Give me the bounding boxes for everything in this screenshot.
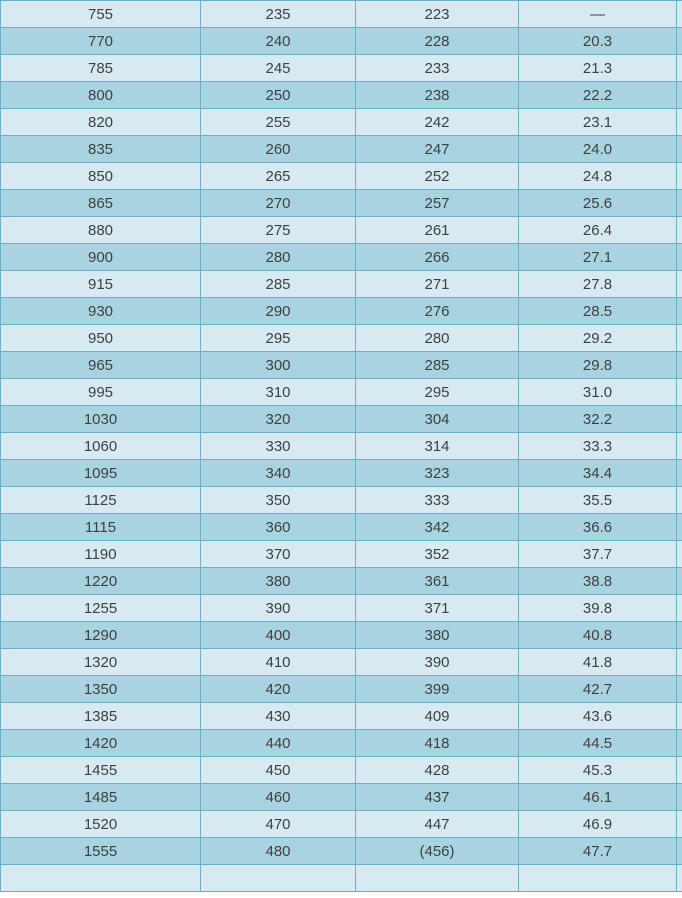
table-cell: 370 [201,541,356,568]
table-cell: 20.3 [519,28,677,55]
table-cell: 1485 [1,784,201,811]
clipped-column-cell [677,352,682,379]
table-cell: 430 [201,703,356,730]
table-cell: 437 [356,784,519,811]
table-cell: 42.7 [519,676,677,703]
table-cell: 275 [201,217,356,244]
table-cell: 26.4 [519,217,677,244]
table-cell: 261 [356,217,519,244]
table-cell: 23.1 [519,109,677,136]
clipped-column-cell [677,298,682,325]
table-cell: 28.5 [519,298,677,325]
clipped-column-cell [677,838,682,865]
table-cell: 390 [201,595,356,622]
table-cell: 265 [201,163,356,190]
table-cell: 38.8 [519,568,677,595]
table-cell: 1385 [1,703,201,730]
table-row [1,82,682,109]
table-row [1,271,682,298]
table-cell: 25.6 [519,190,677,217]
table-cell: 29.8 [519,352,677,379]
clipped-column-cell [677,487,682,514]
clipped-column-cell [677,379,682,406]
table-cell: 44.5 [519,730,677,757]
table-cell: 285 [201,271,356,298]
table-cell: 447 [356,811,519,838]
table-row [1,784,682,811]
table-cell: 420 [201,676,356,703]
table-row [1,433,682,460]
table-cell: 240 [201,28,356,55]
table-cell: 252 [356,163,519,190]
table-cell: 223 [356,1,519,28]
table-cell: 409 [356,703,519,730]
clipped-column-cell [677,271,682,298]
table-cell: 1060 [1,433,201,460]
table-cell: 320 [201,406,356,433]
table-cell: 304 [356,406,519,433]
table-cell: 233 [356,55,519,82]
table-row [1,649,682,676]
table-cell: 850 [1,163,201,190]
table-cell: 24.0 [519,136,677,163]
table-cell: 1520 [1,811,201,838]
table-cell: 360 [201,514,356,541]
table-cell: 1455 [1,757,201,784]
table-row [1,136,682,163]
table-cell: 340 [201,460,356,487]
table-cell: 1290 [1,622,201,649]
table-cell: 266 [356,244,519,271]
table-row [1,676,682,703]
table-cell: 29.2 [519,325,677,352]
table-cell: 380 [201,568,356,595]
table-row [1,514,682,541]
table-cell: 480 [201,838,356,865]
table-cell: 1095 [1,460,201,487]
clipped-column-cell [677,757,682,784]
table-cell: 418 [356,730,519,757]
table-cell: 410 [201,649,356,676]
table-cell: 21.3 [519,55,677,82]
table-cell: 255 [201,109,356,136]
clipped-column-cell [677,730,682,757]
table-cell: 820 [1,109,201,136]
table-cell: 390 [356,649,519,676]
table-cell: 34.4 [519,460,677,487]
clipped-column-cell [677,811,682,838]
table-cell: 323 [356,460,519,487]
table-cell: 24.8 [519,163,677,190]
table-row [1,298,682,325]
table-cell: 1350 [1,676,201,703]
clipped-column-cell [677,784,682,811]
table-cell: 39.8 [519,595,677,622]
table-cell: 835 [1,136,201,163]
table-cell: 1115 [1,514,201,541]
table-cell: 32.2 [519,406,677,433]
table-cell: 35.5 [519,487,677,514]
table-cell: 310 [201,379,356,406]
table-cell: 314 [356,433,519,460]
clipped-column-cell [677,136,682,163]
table-cell: 285 [356,352,519,379]
table-cell: 352 [356,541,519,568]
table-row [1,838,682,865]
table-cell: 33.3 [519,433,677,460]
clipped-column-cell [677,325,682,352]
table-row [1,703,682,730]
table-cell: 380 [356,622,519,649]
table-cell: 295 [356,379,519,406]
table-row [1,730,682,757]
clipped-column-cell [677,703,682,730]
table-cell: 371 [356,595,519,622]
table-cell: 257 [356,190,519,217]
table-cell: 300 [201,352,356,379]
table-cell: 40.8 [519,622,677,649]
table-cell: 45.3 [519,757,677,784]
table-cell: 900 [1,244,201,271]
table-row [1,244,682,271]
table-cell: 290 [201,298,356,325]
table-row [1,487,682,514]
table-cell: 22.2 [519,82,677,109]
table-cell: 880 [1,217,201,244]
clipped-column-cell [677,55,682,82]
table-cell: 27.8 [519,271,677,298]
table-cell [519,865,677,892]
clipped-column-cell [677,541,682,568]
clipped-column-cell [677,595,682,622]
table-cell: 440 [201,730,356,757]
table-cell: 350 [201,487,356,514]
table-cell: 330 [201,433,356,460]
table-cell: 270 [201,190,356,217]
table-cell: 1255 [1,595,201,622]
table-cell: 245 [201,55,356,82]
table-cell: 228 [356,28,519,55]
table-cell: 36.6 [519,514,677,541]
clipped-column-cell [677,109,682,136]
table-row [1,406,682,433]
table-cell: 361 [356,568,519,595]
table-cell: 41.8 [519,649,677,676]
clipped-column-cell [677,1,682,28]
table-cell: 915 [1,271,201,298]
table-row [1,757,682,784]
table-row [1,28,682,55]
table-cell: 450 [201,757,356,784]
table-cell: 37.7 [519,541,677,568]
clipped-column-cell [677,676,682,703]
table-cell: 1125 [1,487,201,514]
table-cell: 250 [201,82,356,109]
table-cell: 1420 [1,730,201,757]
table-cell: 770 [1,28,201,55]
table-cell: 242 [356,109,519,136]
table-cell: 46.9 [519,811,677,838]
clipped-column-cell [677,217,682,244]
table-cell [356,865,519,892]
table-cell: 755 [1,1,201,28]
table-cell: 800 [1,82,201,109]
clipped-column-cell [677,28,682,55]
table-cell: — [519,1,677,28]
table-row [1,109,682,136]
table-cell [201,865,356,892]
table-row [1,190,682,217]
table-cell: 238 [356,82,519,109]
table-row [1,541,682,568]
table-cell: 1555 [1,838,201,865]
table-row [1,595,682,622]
table-cell: 43.6 [519,703,677,730]
table-row [1,865,682,892]
clipped-column-cell [677,82,682,109]
table-cell: 235 [201,1,356,28]
table-cell: 428 [356,757,519,784]
table-row [1,163,682,190]
table-cell: 276 [356,298,519,325]
table-row [1,55,682,82]
table-row [1,379,682,406]
table-cell: 785 [1,55,201,82]
table-cell: 1030 [1,406,201,433]
table-cell: 930 [1,298,201,325]
table-cell: 260 [201,136,356,163]
clipped-column-cell [677,190,682,217]
table-cell: 470 [201,811,356,838]
table-cell: 47.7 [519,838,677,865]
table-cell: 399 [356,676,519,703]
table-row [1,1,682,28]
table-cell: 1190 [1,541,201,568]
table-cell: 995 [1,379,201,406]
clipped-column-cell [677,406,682,433]
clipped-column-cell [677,622,682,649]
table-cell: 342 [356,514,519,541]
clipped-column-cell [677,865,682,892]
table-row [1,568,682,595]
table-cell: 46.1 [519,784,677,811]
table-cell: 400 [201,622,356,649]
table-row [1,325,682,352]
table-cell: 333 [356,487,519,514]
table-body [1,1,682,892]
table-row [1,352,682,379]
clipped-column-cell [677,163,682,190]
table-cell: 460 [201,784,356,811]
clipped-column-cell [677,514,682,541]
clipped-column-cell [677,460,682,487]
table-row [1,460,682,487]
table-row [1,811,682,838]
table-row [1,217,682,244]
table-cell: (456) [356,838,519,865]
table-cell: 950 [1,325,201,352]
table-cell: 271 [356,271,519,298]
table-cell: 280 [356,325,519,352]
table-cell [1,865,201,892]
clipped-column-cell [677,568,682,595]
table-cell: 1220 [1,568,201,595]
table-cell: 27.1 [519,244,677,271]
table-row [1,622,682,649]
table-cell: 1320 [1,649,201,676]
table-cell: 31.0 [519,379,677,406]
clipped-column-cell [677,433,682,460]
table-cell: 247 [356,136,519,163]
table-cell: 280 [201,244,356,271]
clipped-column-cell [677,649,682,676]
table-cell: 865 [1,190,201,217]
table-cell: 295 [201,325,356,352]
clipped-column-cell [677,244,682,271]
table-cell: 965 [1,352,201,379]
